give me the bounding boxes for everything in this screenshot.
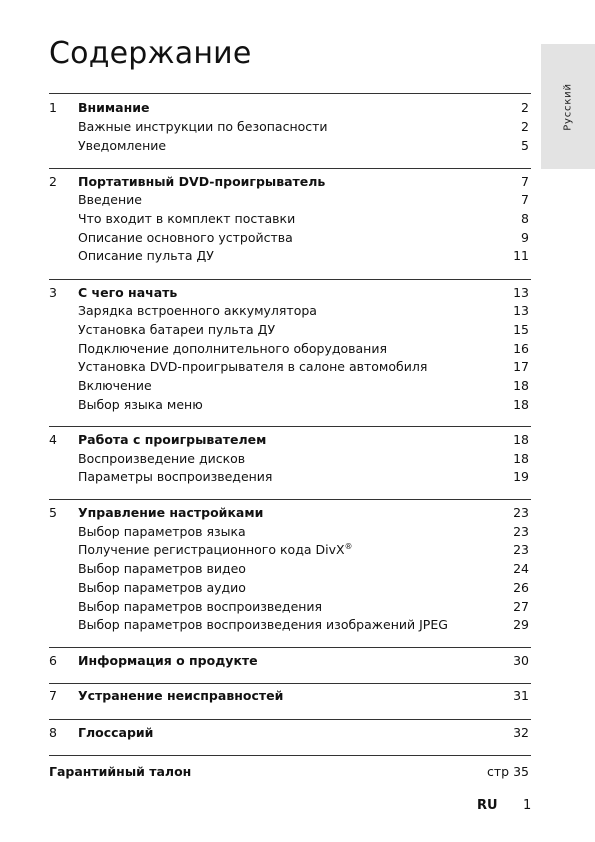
toc-item-label: [78, 540, 353, 559]
section-title: Управление настройками: [78, 505, 264, 520]
section-title: С чего начать: [78, 285, 178, 300]
section-page: 32: [513, 725, 529, 740]
toc-section-1[interactable]: [49, 98, 531, 117]
toc-item-label-text: Получение регистрационного кода DivX: [78, 542, 345, 557]
toc-section-8[interactable]: [49, 723, 531, 742]
toc-item[interactable]: [49, 522, 531, 541]
toc-item-page: 24: [513, 561, 529, 576]
toc-item-label: Выбор языка меню: [78, 397, 203, 412]
section-number: 3: [49, 285, 57, 300]
section-page: 2: [521, 100, 529, 115]
section-divider: [49, 755, 531, 756]
toc-warranty[interactable]: [49, 762, 531, 781]
toc-item-label: Подключение дополнительного оборудования: [78, 341, 387, 356]
toc-item[interactable]: [49, 190, 531, 209]
toc-item-label: Установка DVD-проигрывателя в салоне автомобиля: [78, 359, 428, 374]
toc-item-page: 11: [513, 248, 529, 263]
toc-item-page: 9: [521, 230, 529, 245]
toc-item[interactable]: [49, 339, 531, 358]
section-divider: [49, 647, 531, 648]
toc-item[interactable]: [49, 301, 531, 320]
toc-section-5[interactable]: [49, 503, 531, 522]
toc-item-page: 23: [513, 524, 529, 539]
section-number: 6: [49, 653, 57, 668]
toc-item-page: 29: [513, 617, 529, 632]
toc-item[interactable]: [49, 449, 531, 468]
toc-item[interactable]: [49, 615, 531, 634]
warranty-page: стр 35: [487, 764, 529, 779]
language-side-tab-label: Русский: [562, 82, 574, 131]
section-page: 30: [513, 653, 529, 668]
section-number: 7: [49, 688, 57, 703]
toc-item-page: 17: [513, 359, 529, 374]
toc-item[interactable]: [49, 467, 531, 486]
section-page: 18: [513, 432, 529, 447]
toc-item[interactable]: [49, 540, 531, 559]
toc-item-label: Что входит в комплект поставки: [78, 211, 296, 226]
section-title: Портативный DVD-проигрыватель: [78, 174, 326, 189]
toc-item-label: Воспроизведение дисков: [78, 451, 246, 466]
section-page: 23: [513, 505, 529, 520]
toc-item-label: Введение: [78, 192, 142, 207]
toc-item-label: Выбор параметров видео: [78, 561, 246, 576]
section-number: 5: [49, 505, 57, 520]
section-divider: [49, 683, 531, 684]
toc-item-label: Установка батареи пульта ДУ: [78, 322, 276, 337]
toc-item[interactable]: [49, 246, 531, 265]
toc-item-page: 5: [521, 138, 529, 153]
section-number: 8: [49, 725, 57, 740]
toc-item-page: 27: [513, 599, 529, 614]
toc-item-page: 2: [521, 119, 529, 134]
toc-item[interactable]: [49, 559, 531, 578]
toc-item[interactable]: [49, 597, 531, 616]
toc-item-label: Описание пульта ДУ: [78, 248, 214, 263]
toc-item[interactable]: [49, 376, 531, 395]
section-divider: [49, 719, 531, 720]
toc-item-label: Выбор параметров языка: [78, 524, 246, 539]
toc-item[interactable]: [49, 136, 531, 155]
toc-item[interactable]: [49, 228, 531, 247]
toc-item[interactable]: [49, 117, 531, 136]
toc-item-label: Важные инструкции по безопасности: [78, 119, 328, 134]
section-page: 13: [513, 285, 529, 300]
toc-item-page: 7: [521, 192, 529, 207]
toc-item-label: Описание основного устройства: [78, 230, 293, 245]
toc-item-page: 18: [513, 397, 529, 412]
toc-item-page: 26: [513, 580, 529, 595]
toc-item-label: Зарядка встроенного аккумулятора: [78, 303, 317, 318]
toc-section-3[interactable]: [49, 283, 531, 302]
section-divider: [49, 279, 531, 280]
section-title: Работа с проигрывателем: [78, 432, 267, 447]
toc-item-page: 15: [513, 322, 529, 337]
toc-item-label: Выбор параметров аудио: [78, 580, 246, 595]
language-side-tab: [541, 44, 595, 169]
toc-item-page: 13: [513, 303, 529, 318]
toc-section-7[interactable]: [49, 686, 531, 705]
toc-item-page: 18: [513, 378, 529, 393]
section-title: Внимание: [78, 100, 150, 115]
toc-item-page: 19: [513, 469, 529, 484]
toc-item-page: 23: [513, 542, 529, 557]
section-divider: [49, 499, 531, 500]
toc-item-page: 16: [513, 341, 529, 356]
section-number: 1: [49, 100, 57, 115]
toc-item[interactable]: [49, 320, 531, 339]
toc-section-6[interactable]: [49, 651, 531, 670]
toc-item-label: Включение: [78, 378, 152, 393]
toc-section-4[interactable]: [49, 430, 531, 449]
toc-item-label: Параметры воспроизведения: [78, 469, 273, 484]
footer-page-number: 1: [523, 798, 532, 813]
toc-item-page: 8: [521, 211, 529, 226]
toc-section-2[interactable]: [49, 172, 531, 191]
toc-item[interactable]: [49, 357, 531, 376]
section-title: Информация о продукте: [78, 653, 258, 668]
section-title: Глоссарий: [78, 725, 154, 740]
toc-item-label: Уведомление: [78, 138, 167, 153]
toc-item[interactable]: [49, 395, 531, 414]
section-page: 7: [521, 174, 529, 189]
section-title: Устранение неисправностей: [78, 688, 284, 703]
page-title: Содержание: [49, 36, 252, 71]
warranty-title: Гарантийный талон: [49, 764, 192, 779]
footer-language: RU: [477, 798, 498, 813]
section-divider: [49, 168, 531, 169]
section-divider: [49, 93, 531, 94]
toc-item[interactable]: [49, 209, 531, 228]
section-page: 31: [513, 688, 529, 703]
toc-item-label: Выбор параметров воспроизведения: [78, 599, 323, 614]
toc-item-page: 18: [513, 451, 529, 466]
section-number: 4: [49, 432, 57, 447]
toc-item[interactable]: [49, 578, 531, 597]
registered-mark: ®: [344, 541, 353, 551]
section-number: 2: [49, 174, 57, 189]
section-divider: [49, 426, 531, 427]
toc-item-label: Выбор параметров воспроизведения изображений JPEG: [78, 617, 448, 632]
